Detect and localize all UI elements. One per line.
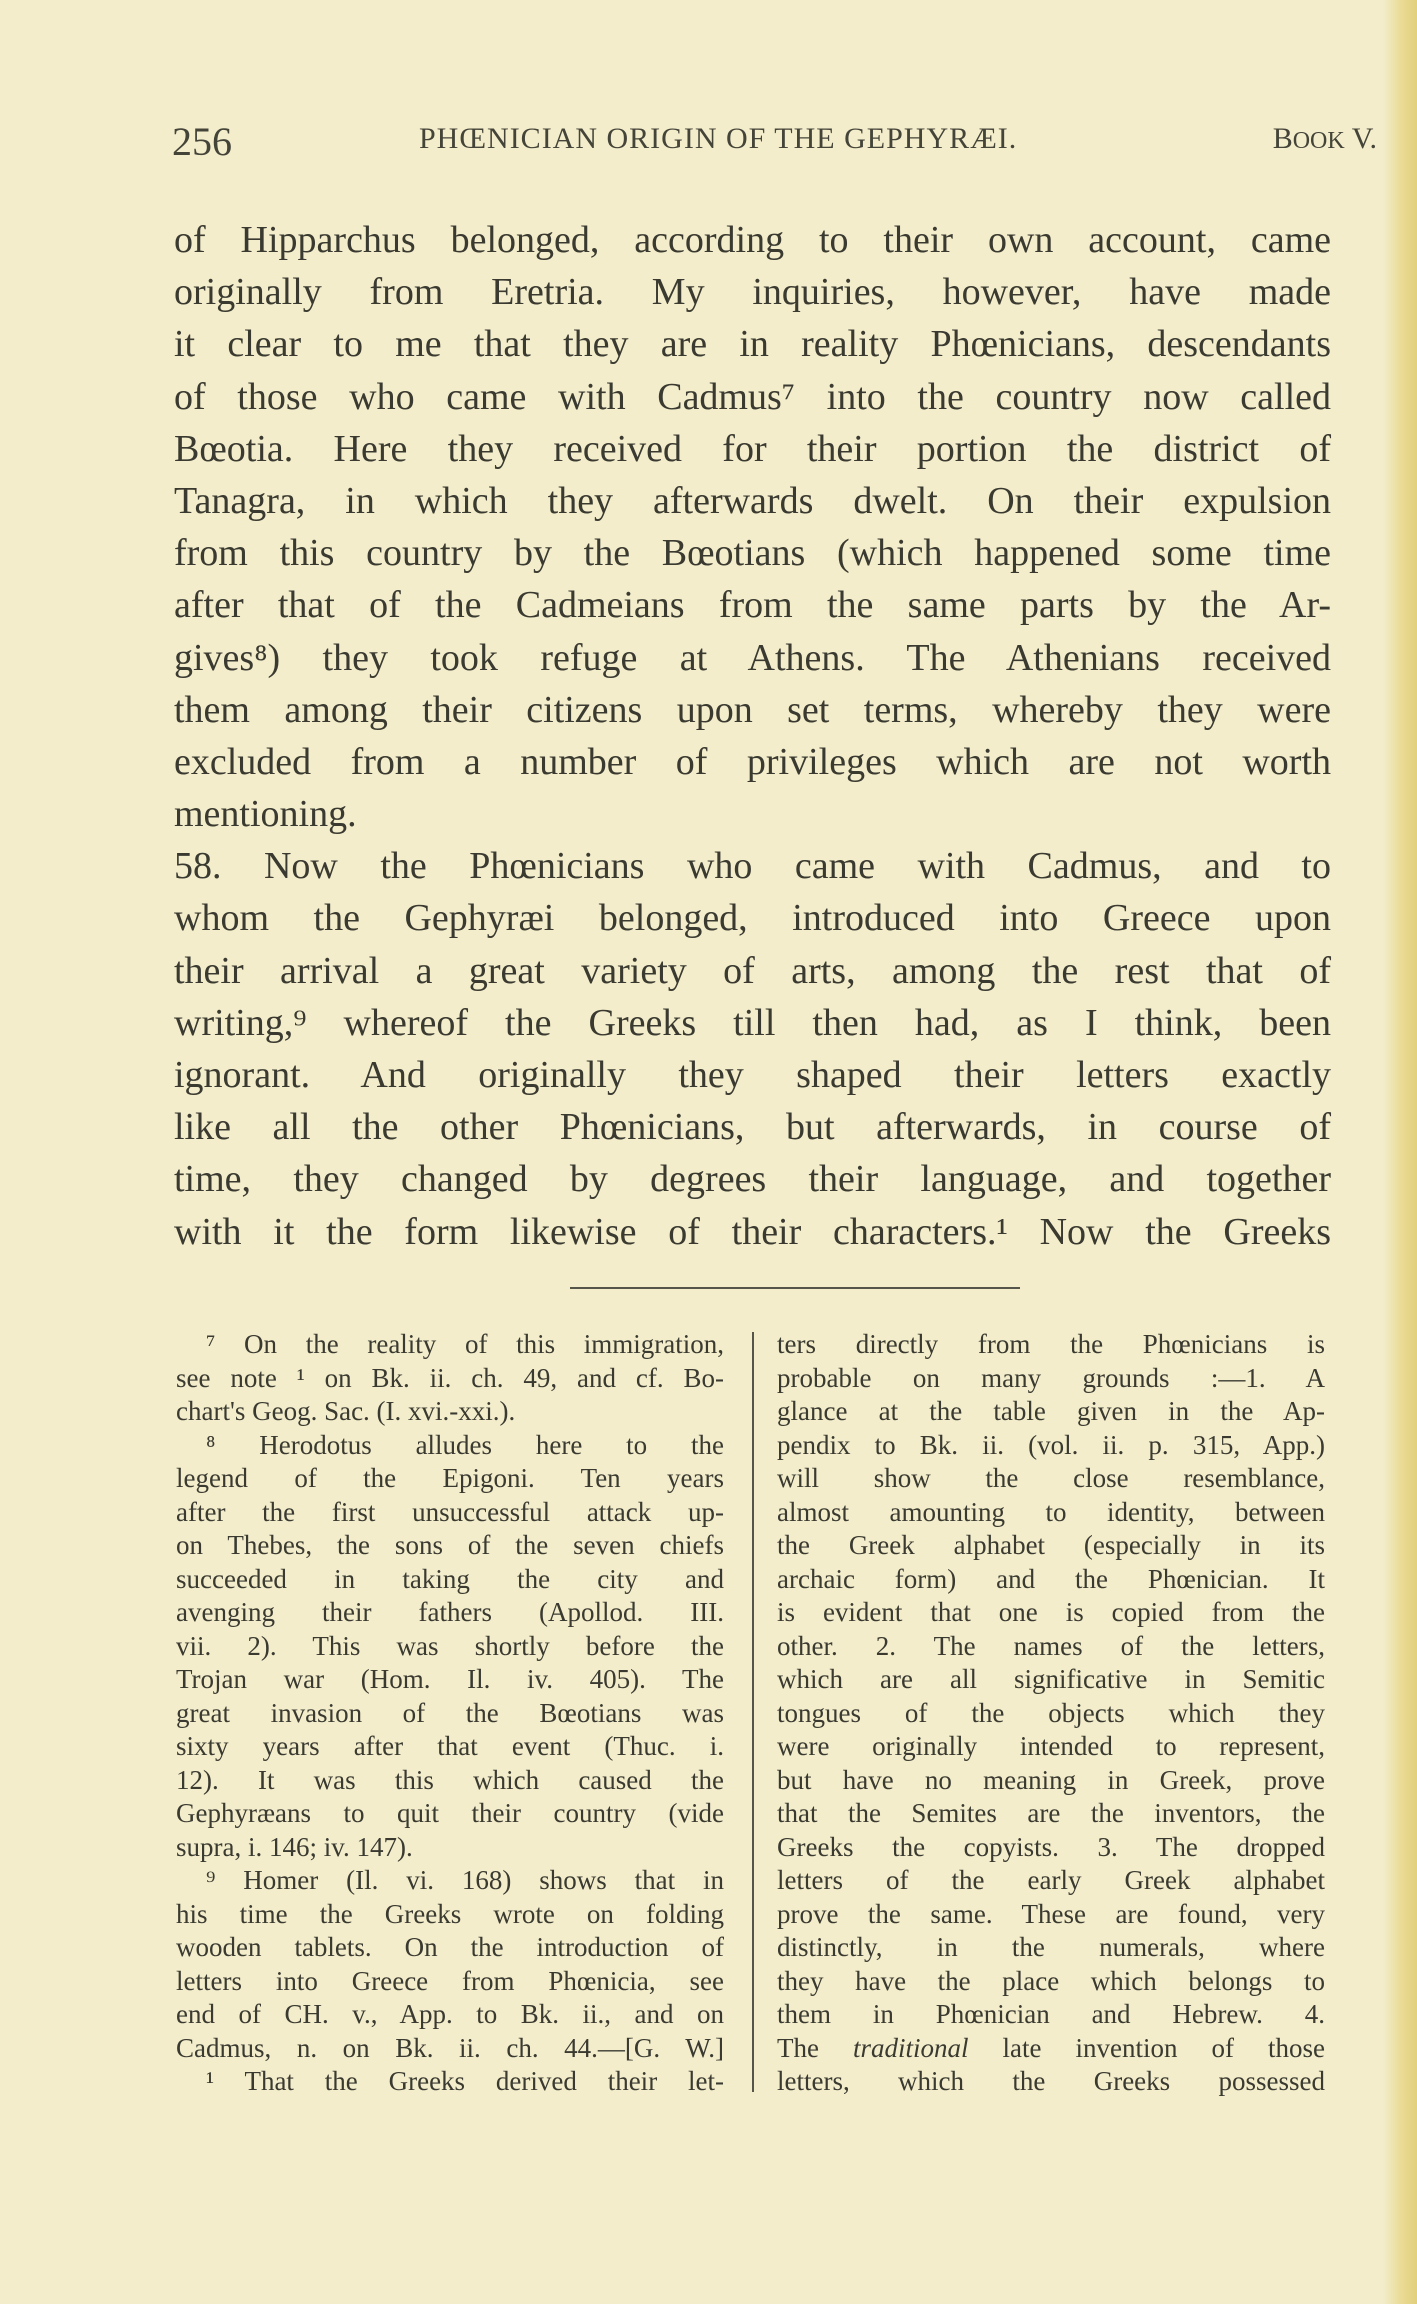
footnote-rule bbox=[570, 1287, 1020, 1289]
text-line: ¹ That the Greeks derived their let- bbox=[206, 2066, 724, 2096]
book-label-rest: OOK bbox=[1292, 128, 1345, 154]
text-line: Bœotia. Here they received for their portion the district of bbox=[174, 427, 1331, 470]
text-line: chart's Geog. Sac. (I. xvi.-xxi.). bbox=[176, 1396, 516, 1426]
text-line: letters, which the Greeks possessed bbox=[777, 2066, 1325, 2096]
text-line: sixty years after that event (Thuc. i. bbox=[176, 1731, 724, 1761]
text-line: mentioning. bbox=[174, 793, 357, 836]
text-line: will show the close resemblance, bbox=[777, 1463, 1325, 1493]
text-line: which are all significative in Semitic bbox=[777, 1664, 1325, 1694]
text-line: ignorant. And originally they shaped their letters exactly bbox=[174, 1054, 1331, 1096]
text-line: that the Semites are the inventors, the bbox=[777, 1798, 1325, 1828]
text-line: of Hipparchus belonged, according to their own account, came bbox=[174, 219, 1331, 261]
text-line: his time the Greeks wrote on folding bbox=[176, 1898, 724, 1929]
text-line: end of CH. v., App. to Bk. ii., and on bbox=[176, 1999, 724, 2029]
text-line: time, they changed by degrees their language, and together bbox=[174, 1158, 1331, 1201]
text-line: Gephyræans to quit their country (vide bbox=[176, 1798, 724, 1828]
text-line: they have the place which belongs to bbox=[777, 1965, 1325, 1996]
text-line: letters into Greece from Phœnicia, see bbox=[176, 1965, 724, 1996]
text-line: legend of the Epigoni. Ten years bbox=[176, 1463, 724, 1493]
text-line: is evident that one is copied from the bbox=[777, 1597, 1325, 1627]
text-line: ⁹ Homer (Il. vi. 168) shows that in bbox=[206, 1865, 724, 1895]
text-line: 58. Now the Phœnicians who came with Cadmus, and to bbox=[174, 845, 1331, 888]
text-segment: late invention of those bbox=[968, 2032, 1325, 2063]
text-line: vii. 2). This was shortly before the bbox=[176, 1630, 724, 1661]
text-line: on Thebes, the sons of the seven chiefs bbox=[176, 1530, 724, 1560]
text-line: succeeded in taking the city and bbox=[176, 1563, 724, 1594]
book-label-initial: B bbox=[1272, 122, 1293, 155]
text-line: supra, i. 146; iv. 147). bbox=[176, 1831, 413, 1862]
text-line: probable on many grounds :—1. A bbox=[777, 1362, 1325, 1393]
text-line: see note ¹ on Bk. ii. ch. 49, and cf. Bo- bbox=[176, 1362, 724, 1393]
footnotes-left-column bbox=[176, 1328, 724, 2099]
text-segment: The bbox=[777, 2032, 853, 2063]
text-line: like all the other Phœnicians, but afterwards, in course of bbox=[174, 1106, 1331, 1149]
text-line: excluded from a number of privileges which are not worth bbox=[174, 740, 1331, 783]
text-line: Tanagra, in which they afterwards dwelt. On their expulsion bbox=[174, 479, 1331, 522]
text-line: ters directly from the Phœnicians is bbox=[777, 1329, 1325, 1359]
italic-text: traditional bbox=[853, 2032, 969, 2063]
text-line: tongues of the objects which they bbox=[777, 1697, 1325, 1728]
text-line: ⁸ Herodotus alludes here to the bbox=[206, 1429, 724, 1460]
text-line: after the first unsuccessful attack up- bbox=[176, 1496, 724, 1527]
text-line: from this country by the Bœotians (which happened some time bbox=[174, 532, 1331, 575]
text-line: letters of the early Greek alphabet bbox=[777, 1865, 1325, 1895]
text-line: the Greek alphabet (especially in its bbox=[777, 1530, 1325, 1560]
running-title: PHŒNICIAN ORIGIN OF THE GEPHYRÆI. bbox=[419, 122, 1018, 155]
text-line: with it the form likewise of their characters.¹ Now the Greeks bbox=[174, 1210, 1331, 1253]
text-line: glance at the table given in the Ap- bbox=[777, 1396, 1325, 1426]
text-line: great invasion of the Bœotians was bbox=[176, 1697, 724, 1728]
main-text bbox=[174, 214, 1331, 1258]
text-line: prove the same. These are found, very bbox=[777, 1898, 1325, 1929]
book-number: V. bbox=[1351, 122, 1377, 155]
text-line: of those who came with Cadmus⁷ into the country now called bbox=[174, 375, 1331, 418]
footnotes-right-column bbox=[777, 1328, 1325, 2099]
text-line: them among their citizens upon set terms, whereby they were bbox=[174, 688, 1331, 731]
text-line: pendix to Bk. ii. (vol. ii. p. 315, App.) bbox=[777, 1429, 1325, 1460]
text-line bbox=[777, 2032, 1325, 2066]
text-line: it clear to me that they are in reality Phœnicians, descendants bbox=[174, 323, 1331, 366]
text-line: their arrival a great variety of arts, among the rest that of bbox=[174, 949, 1331, 992]
text-line: 12). It was this which caused the bbox=[176, 1764, 724, 1795]
text-line: almost amounting to identity, between bbox=[777, 1496, 1325, 1527]
text-line: distinctly, in the numerals, where bbox=[777, 1932, 1325, 1962]
book-label bbox=[1273, 122, 1377, 156]
column-divider bbox=[752, 1332, 754, 2092]
page-edge bbox=[1383, 0, 1417, 2304]
text-line: Greeks the copyists. 3. The dropped bbox=[777, 1831, 1325, 1862]
text-line: but have no meaning in Greek, prove bbox=[777, 1764, 1325, 1795]
text-line: originally from Eretria. My inquiries, however, have made bbox=[174, 271, 1331, 314]
running-header bbox=[172, 118, 1377, 162]
text-line: them in Phœnician and Hebrew. 4. bbox=[777, 1999, 1325, 2029]
text-line: after that of the Cadmeians from the same parts by the Ar- bbox=[174, 584, 1331, 627]
text-line: archaic form) and the Phœnician. It bbox=[777, 1563, 1325, 1594]
text-line: other. 2. The names of the letters, bbox=[777, 1630, 1325, 1661]
page-number: 256 bbox=[172, 119, 232, 164]
text-line: ⁷ On the reality of this immigration, bbox=[206, 1329, 724, 1359]
text-line: Cadmus, n. on Bk. ii. ch. 44.—[G. W.] bbox=[176, 2032, 724, 2063]
text-line: avenging their fathers (Apollod. III. bbox=[176, 1597, 724, 1627]
text-line: writing,⁹ whereof the Greeks till then had, as I think, been bbox=[174, 1001, 1331, 1044]
text-line: Trojan war (Hom. Il. iv. 405). The bbox=[176, 1664, 724, 1694]
text-line: were originally intended to represent, bbox=[777, 1731, 1325, 1761]
text-line: gives⁸) they took refuge at Athens. The Athenians received bbox=[174, 636, 1331, 679]
text-line: whom the Gephyræi belonged, introduced into Greece upon bbox=[174, 897, 1331, 940]
text-line: wooden tablets. On the introduction of bbox=[176, 1932, 724, 1962]
